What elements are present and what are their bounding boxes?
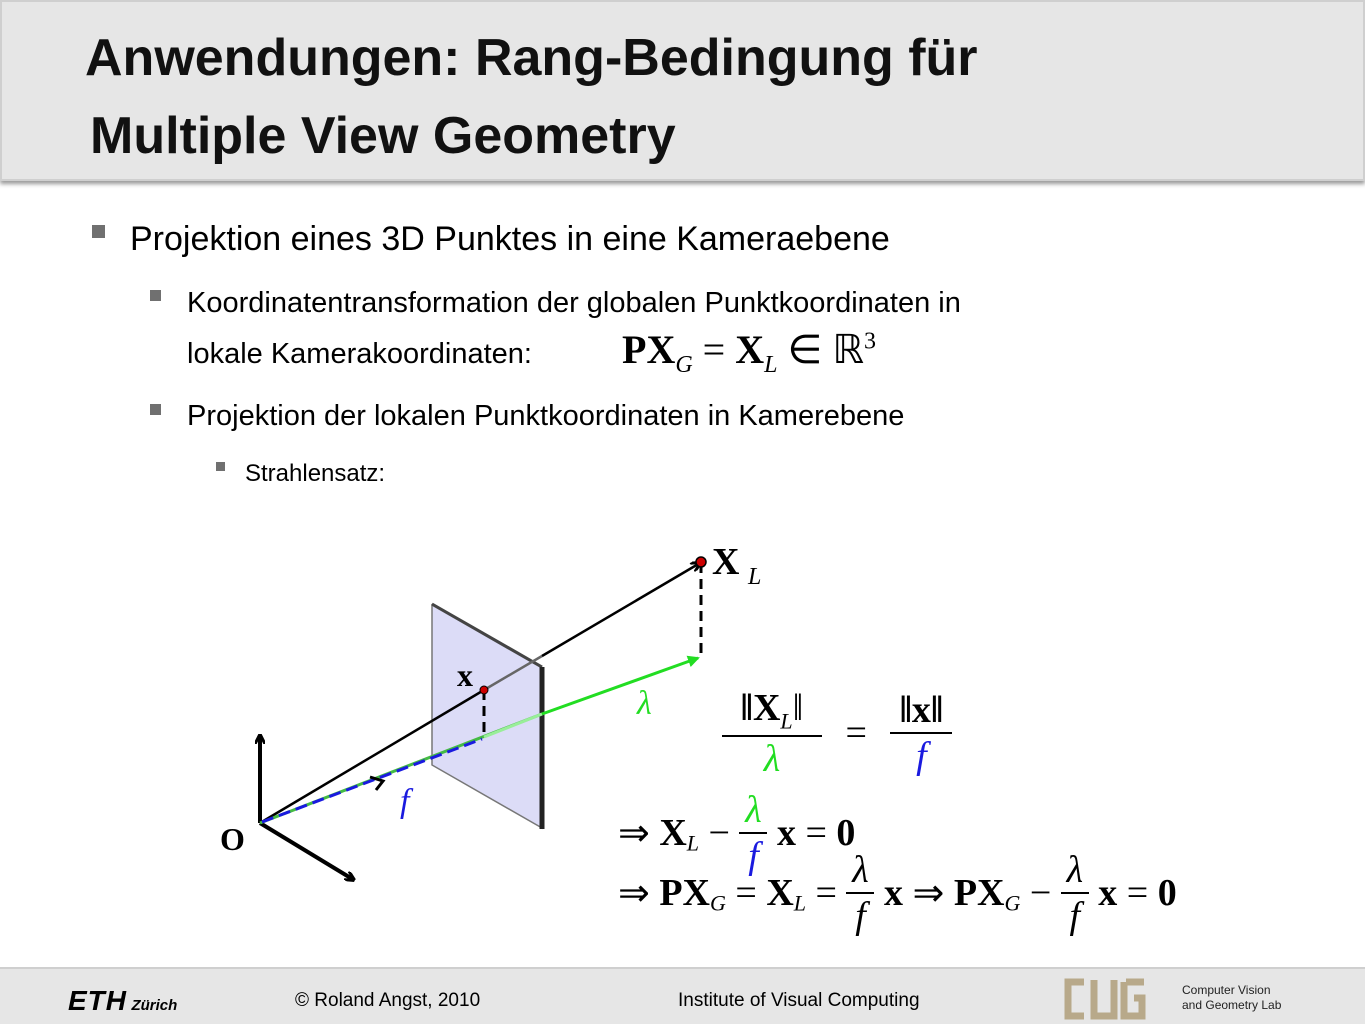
- axis-down: [260, 823, 354, 880]
- bullet-projektion-lokal: Projektion der lokalen Punktkoordinaten in Kamerebene: [187, 400, 905, 432]
- ray-to-XL-far: [542, 563, 700, 656]
- page-title-line2: Multiple View Geometry: [90, 107, 676, 165]
- transform-equation: $PX_G = X_L$ ∈ ℝ$^3$: [622, 327, 877, 378]
- page-title-line1: Anwendungen: Rang-Bedingung für: [85, 29, 978, 87]
- equation-line3: ⇒ $PX_G = X_L$ = $\frac{\lambda}{f}$ x ⇒ $PX_G$ − $\frac{\lambda}{f}$ x = 0: [618, 849, 1177, 937]
- footer-copyright: © Roland Angst, 2010: [295, 990, 481, 1011]
- label-O: O: [220, 821, 245, 857]
- focal-arrow-head: [370, 777, 383, 790]
- optical-axis-far: [542, 658, 698, 714]
- bullet-projektion: Projektion eines 3D Punktes in eine Kameraebene: [130, 220, 890, 258]
- footer-institute: Institute of Visual Computing: [678, 990, 920, 1011]
- ratio-equation: $\frac{‖X_L‖}{\lambda}$ = $\frac{‖x‖}{f}$: [722, 686, 952, 781]
- point-x: [480, 686, 488, 694]
- equation-line2: ⇒ $X_L$ − $\frac{\lambda}{f}$ x = 0: [618, 789, 856, 877]
- cvg-logo: [1064, 976, 1184, 1022]
- label-f: f: [400, 783, 410, 820]
- label-XL-sub: L: [748, 564, 762, 590]
- lab-name-line1: Computer Vision: [1182, 983, 1271, 997]
- lab-name-line2: and Geometry Lab: [1182, 998, 1282, 1012]
- label-XL: X: [712, 541, 740, 583]
- image-plane: [432, 605, 542, 828]
- point-XL: [696, 557, 706, 567]
- label-lambda: λ: [637, 685, 652, 722]
- label-x: x: [457, 657, 473, 693]
- bullet-strahlensatz: Strahlensatz:: [245, 460, 386, 487]
- bullet-koordinatentransformation-line2: lokale Kamerakoordinaten:: [187, 338, 532, 370]
- lab-name: [1182, 983, 1281, 1013]
- bullet-koordinatentransformation-line1: Koordinatentransformation der globalen Punktkoordinaten in: [187, 287, 961, 319]
- eth-logo: ETH Zürich: [68, 985, 178, 1016]
